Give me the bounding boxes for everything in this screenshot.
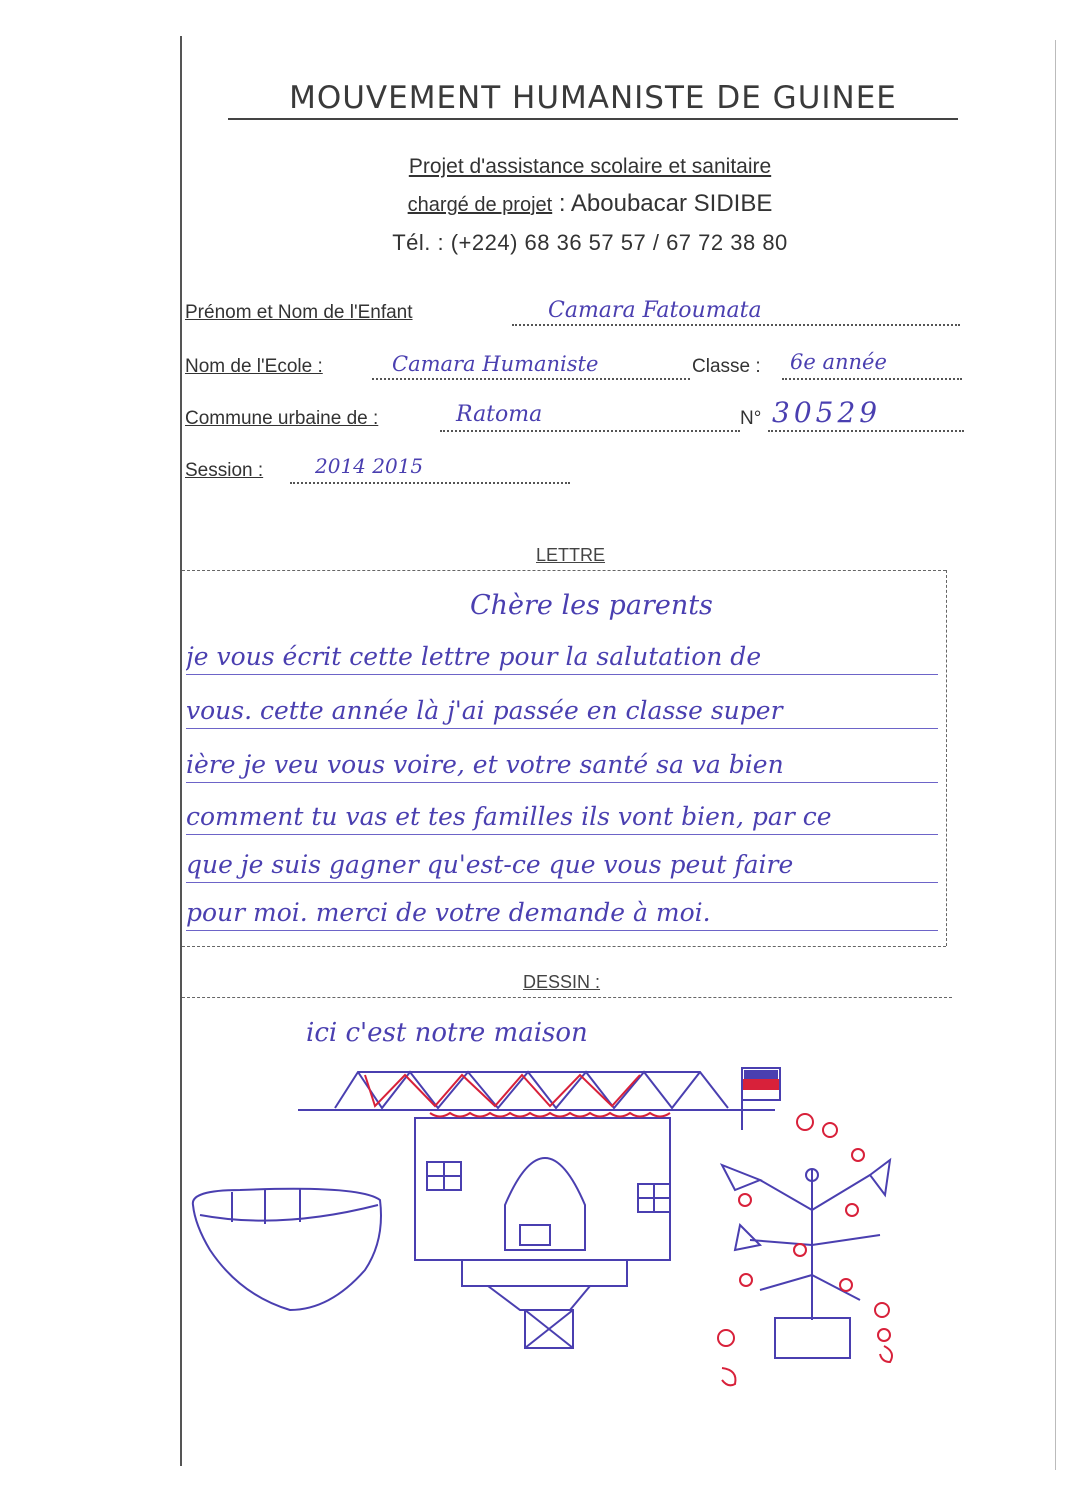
letter-line: vous. cette année là j'ai passée en classe super: [186, 694, 938, 729]
school-label: Nom de l'Ecole :: [185, 356, 323, 377]
letter-greeting: Chère les parents: [470, 590, 713, 621]
steps: [462, 1260, 627, 1348]
house-body: [415, 1118, 670, 1260]
letter-line: pour moi. merci de votre demande à moi.: [186, 896, 938, 931]
letter-line: ière je veu vous voire, et votre santé sa va bien: [186, 748, 938, 783]
child-name-label: Prénom et Nom de l'Enfant: [185, 302, 413, 323]
letter-line: comment tu vas et tes familles ils vont bien, par ce: [186, 800, 938, 835]
number-value: 30529: [772, 396, 882, 429]
manager-separator: :: [552, 190, 571, 217]
phone-line: Tél. : (+224) 68 36 57 57 / 67 72 38 80: [392, 230, 788, 255]
tree: [722, 1160, 890, 1358]
school-value: Camara Humaniste: [392, 352, 599, 376]
class-label: Classe :: [692, 356, 761, 377]
child-name-value: Camara Fatoumata: [548, 298, 762, 323]
letter-line: que je suis gagner qu'est-ce que vous peut faire: [186, 848, 938, 883]
manager-name: Aboubacar SIDIBE: [570, 190, 773, 217]
drawing-title: DESSIN :: [523, 972, 601, 992]
commune-label: Commune urbaine de :: [185, 408, 379, 429]
manager-label: chargé de projet: [407, 194, 553, 216]
letter-title: LETTRE: [536, 545, 606, 565]
flag-stripe-blue: [744, 1070, 778, 1079]
basket: [193, 1188, 381, 1310]
session-value: 2014 2015: [315, 454, 424, 478]
letter-line: je vous écrit cette lettre pour la salutation de: [186, 640, 938, 675]
drawing-caption: ici c'est notre maison: [306, 1018, 588, 1048]
project-title: Projet d'assistance scolaire et sanitaire: [408, 155, 772, 178]
session-label: Session :: [185, 460, 264, 481]
organization-title: MOUVEMENT HUMANISTE DE GUINEE: [289, 80, 897, 116]
number-label: N°: [740, 408, 762, 429]
commune-value: Ratoma: [456, 402, 543, 427]
class-value: 6e année: [790, 350, 887, 374]
